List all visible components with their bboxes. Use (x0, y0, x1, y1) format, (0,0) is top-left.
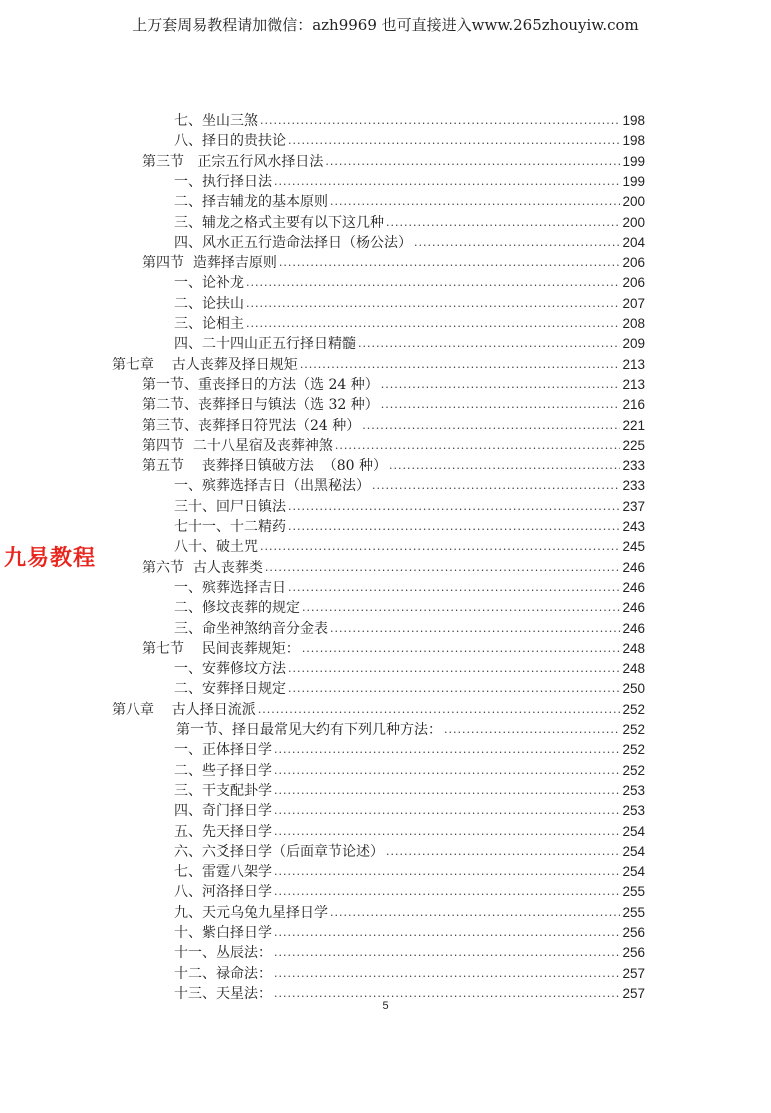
toc-leader-dots (302, 601, 620, 615)
toc-entry[interactable] (174, 315, 645, 333)
toc-leader-dots (274, 784, 620, 798)
toc-entry[interactable] (174, 599, 645, 617)
toc-entry-title: 十、紫白择日学 (174, 925, 272, 941)
toc-entry[interactable] (174, 620, 645, 638)
toc-entry-title: 十二、禄命法： (174, 965, 272, 982)
toc-entry[interactable] (174, 883, 645, 901)
toc-entry-page: 254 (622, 823, 645, 839)
toc-entry-page: 252 (622, 722, 645, 737)
toc-entry[interactable] (174, 234, 645, 252)
toc-leader-dots (288, 682, 620, 696)
toc-entry-page: 200 (622, 194, 645, 210)
toc-leader-dots (302, 642, 621, 656)
toc-entry-title: 第八章 古人择日流派 (112, 701, 256, 718)
toc-entry-title: 三、论相主 (174, 316, 244, 332)
toc-entry-page: 254 (622, 864, 645, 880)
toc-entry[interactable] (174, 579, 645, 597)
toc-entry-page: 256 (622, 945, 645, 961)
toc-entry-page: 257 (622, 965, 645, 981)
toc-entry-title: 第六节 古人丧葬类 (142, 559, 263, 576)
toc-leader-dots (274, 764, 620, 778)
toc-entry[interactable] (174, 132, 645, 150)
toc-entry-title: 六、六爻择日学（后面章节论述） (174, 843, 384, 860)
toc-entry[interactable] (142, 417, 645, 435)
toc-leader-dots (389, 459, 621, 473)
toc-entry-page: 246 (622, 620, 645, 636)
toc-entry-page: 248 (622, 640, 645, 656)
toc-leader-dots (260, 540, 620, 554)
toc-entry[interactable] (174, 112, 645, 130)
toc-entry[interactable] (174, 295, 645, 313)
toc-entry[interactable] (174, 173, 645, 191)
toc-entry-title: 七、坐山三煞 (174, 113, 258, 129)
toc-leader-dots (330, 906, 620, 920)
toc-entry[interactable] (142, 396, 645, 414)
toc-entry[interactable] (174, 823, 645, 841)
toc-entry-title: 第三节 正宗五行风水择日法 (142, 153, 324, 170)
toc-entry-title: 三、干支配卦学 (174, 782, 272, 799)
toc-entry-page: 246 (622, 559, 645, 575)
toc-leader-dots (288, 134, 620, 148)
toc-leader-dots (246, 317, 620, 331)
toc-entry-page: 252 (622, 742, 645, 758)
toc-leader-dots (274, 825, 620, 839)
toc-entry-title: 二、安葬择日规定 (174, 681, 286, 698)
toc-entry-page: 225 (622, 437, 645, 453)
toc-entry-page: 233 (622, 458, 645, 474)
toc-entry[interactable] (174, 904, 645, 922)
toc-entry-title: 四、奇门择日学 (174, 803, 272, 820)
toc-entry-title: 七、雷霆八架学 (174, 864, 272, 881)
toc-entry-page: 206 (622, 255, 645, 271)
toc-entry-title: 一、安葬修坟方法 (174, 661, 286, 678)
toc-entry-title: 第五节 丧葬择日镇破方法 （80 种） (142, 458, 387, 475)
toc-entry[interactable] (174, 802, 645, 820)
toc-leader-dots (414, 236, 620, 250)
toc-entry-page: 253 (622, 782, 645, 798)
toc-entry-page: 213 (622, 356, 645, 372)
toc-leader-dots (335, 439, 621, 453)
toc-entry[interactable] (142, 437, 645, 455)
toc-entry-page: 254 (622, 843, 645, 859)
toc-entry-title: 八、择日的贵扶论 (174, 133, 286, 150)
toc-entry-page: 255 (622, 904, 645, 920)
toc-leader-dots (246, 297, 620, 311)
toc-entry[interactable] (142, 457, 645, 475)
toc-entry-title: 四、风水正五行造命法择日（杨公法） (174, 234, 412, 251)
toc-entry-title: 第四节 造葬择吉原则 (142, 255, 277, 272)
toc-leader-dots (246, 276, 620, 290)
toc-entry[interactable] (142, 376, 645, 394)
toc-entry[interactable] (174, 944, 645, 962)
toc-leader-dots (274, 885, 620, 899)
toc-entry-page: 213 (622, 376, 645, 392)
toc-entry-page: 221 (622, 417, 645, 433)
toc-entry-title: 二、论扶山 (174, 295, 244, 312)
toc-entry-page: 246 (622, 579, 645, 595)
watermark-logo: 九易教程 (4, 546, 97, 571)
toc-entry[interactable] (174, 863, 645, 881)
toc-entry[interactable] (174, 843, 645, 861)
toc-leader-dots (330, 195, 620, 209)
toc-entry-page: 246 (622, 600, 645, 616)
toc-entry[interactable] (174, 680, 645, 698)
toc-entry-page: 253 (622, 803, 645, 819)
toc-entry[interactable] (142, 254, 645, 272)
toc-entry-title: 第七章 古人丧葬及择日规矩 (112, 356, 298, 373)
page-number: 5 (382, 1000, 389, 1012)
toc-entry-title: 一、执行择日法 (174, 173, 272, 190)
toc-entry-page: 198 (622, 113, 645, 128)
toc-entry-page: 207 (622, 295, 645, 311)
toc-entry[interactable] (174, 538, 645, 556)
toc-leader-dots (274, 987, 620, 1001)
toc-entry[interactable] (174, 214, 645, 232)
toc-entry-page: 208 (622, 316, 645, 331)
toc-entry-page: 233 (622, 478, 645, 494)
toc-entry-title: 二、择吉辅龙的基本原则 (174, 194, 328, 211)
toc-entry-title: 第七节 民间丧葬规矩： (142, 640, 300, 657)
toc-leader-dots (444, 723, 620, 737)
toc-leader-dots (274, 175, 620, 189)
page-header: 上万套周易教程请加微信：azh9969 也可直接进入www.265zhouyiw.com (132, 16, 639, 34)
toc-leader-dots (381, 378, 621, 392)
toc-leader-dots (288, 520, 620, 534)
toc-entry[interactable] (174, 498, 645, 516)
toc-entry-title: 第一节、择日最常见大约有下列几种方法： (176, 722, 442, 738)
toc-leader-dots (330, 622, 620, 636)
toc-leader-dots (274, 865, 620, 879)
toc-entry-title: 九、天元乌兔九星择日学 (174, 904, 328, 921)
toc-entry-title: 二、些子择日学 (174, 762, 272, 779)
toc-entry-page: 250 (622, 681, 645, 697)
toc-entry[interactable] (174, 965, 645, 983)
toc-leader-dots (362, 419, 620, 433)
toc-entry-title: 五、先天择日学 (174, 823, 272, 840)
toc-entry-title: 八、河洛择日学 (174, 884, 272, 901)
toc-entry[interactable] (174, 193, 645, 211)
toc-entry-page: 252 (622, 701, 645, 717)
toc-leader-dots (325, 155, 620, 169)
toc-entry-title: 第一节、重丧择日的方法（选 24 种） (142, 376, 379, 393)
toc-entry[interactable] (112, 356, 645, 374)
toc-entry-page: 199 (622, 153, 645, 169)
toc-entry-page: 198 (622, 133, 645, 149)
toc-entry-title: 第四节 二十八星宿及丧葬神煞 (142, 437, 333, 454)
toc-entry[interactable] (142, 640, 645, 658)
toc-entry[interactable] (174, 660, 645, 678)
toc-leader-dots (300, 358, 621, 372)
toc-entry-page: 257 (622, 985, 645, 1001)
toc-entry[interactable] (176, 721, 645, 739)
toc-entry-title: 一、殡葬选择吉日 (174, 579, 286, 596)
toc-entry-page: 237 (622, 498, 645, 514)
toc-entry[interactable] (174, 274, 645, 292)
toc-entry-page: 256 (622, 925, 645, 940)
toc-entry-page: 245 (622, 539, 645, 555)
toc-entry[interactable] (174, 741, 645, 759)
toc-leader-dots (358, 337, 620, 351)
toc-leader-dots (372, 479, 620, 493)
toc-entry[interactable] (174, 762, 645, 780)
toc-leader-dots (288, 662, 620, 676)
toc-entry[interactable] (142, 153, 645, 171)
toc-leader-dots (386, 845, 620, 859)
toc-entry-title: 一、论补龙 (174, 275, 244, 292)
toc-entry-title: 第二节、丧葬择日与镇法（选 32 种） (142, 397, 379, 414)
toc-entry-page: 255 (622, 884, 645, 900)
toc-entry-title: 四、二十四山正五行择日精髓 (174, 336, 356, 353)
toc-entry-title: 三十、回尸日镇法 (174, 498, 286, 515)
toc-entry-title: 一、殡葬选择吉日（出黑秘法） (174, 478, 370, 495)
toc-leader-dots (258, 703, 621, 717)
toc-entry-title: 十一、丛辰法： (174, 945, 272, 962)
toc-leader-dots (274, 804, 620, 818)
toc-entry[interactable] (174, 782, 645, 800)
toc-entry-title: 三、命坐神煞纳音分金表 (174, 620, 328, 637)
toc-entry[interactable] (174, 518, 645, 536)
toc-leader-dots (381, 398, 621, 412)
toc-entry-title: 三、辅龙之格式主要有以下这几种 (174, 214, 384, 231)
toc-entry-page: 243 (622, 519, 645, 534)
toc-leader-dots (274, 967, 620, 981)
toc-leader-dots (386, 216, 620, 230)
toc-entry-page: 200 (622, 214, 645, 230)
toc-entry[interactable] (174, 924, 645, 942)
toc-entry-page: 252 (622, 762, 645, 778)
toc-entry[interactable] (112, 701, 645, 719)
toc-entry-page: 209 (622, 336, 645, 352)
toc-entry-page: 248 (622, 661, 645, 677)
toc-leader-dots (274, 926, 620, 940)
toc-entry-title: 十三、天星法： (174, 985, 272, 1002)
toc-entry-title: 一、正体择日学 (174, 742, 272, 759)
toc-leader-dots (265, 561, 621, 575)
toc-entry[interactable] (174, 477, 645, 495)
toc-entry-page: 204 (622, 234, 645, 250)
toc-entry-page: 216 (622, 397, 645, 413)
toc-leader-dots (260, 114, 620, 128)
toc-entry-title: 八十、破土咒 (174, 539, 258, 556)
toc-entry[interactable] (174, 335, 645, 353)
toc-entry-page: 206 (622, 275, 645, 291)
toc-entry-title: 二、修坟丧葬的规定 (174, 600, 300, 617)
toc-leader-dots (288, 581, 620, 595)
toc-entry-page: 199 (622, 173, 645, 189)
toc-entry[interactable] (142, 559, 645, 577)
toc-leader-dots (274, 946, 620, 960)
toc-leader-dots (279, 256, 621, 270)
toc-leader-dots (274, 743, 620, 757)
toc-entry-title: 七十一、十二精药 (174, 519, 286, 535)
toc-entry-title: 第三节、丧葬择日符咒法（24 种） (142, 417, 361, 434)
toc-leader-dots (288, 500, 620, 514)
